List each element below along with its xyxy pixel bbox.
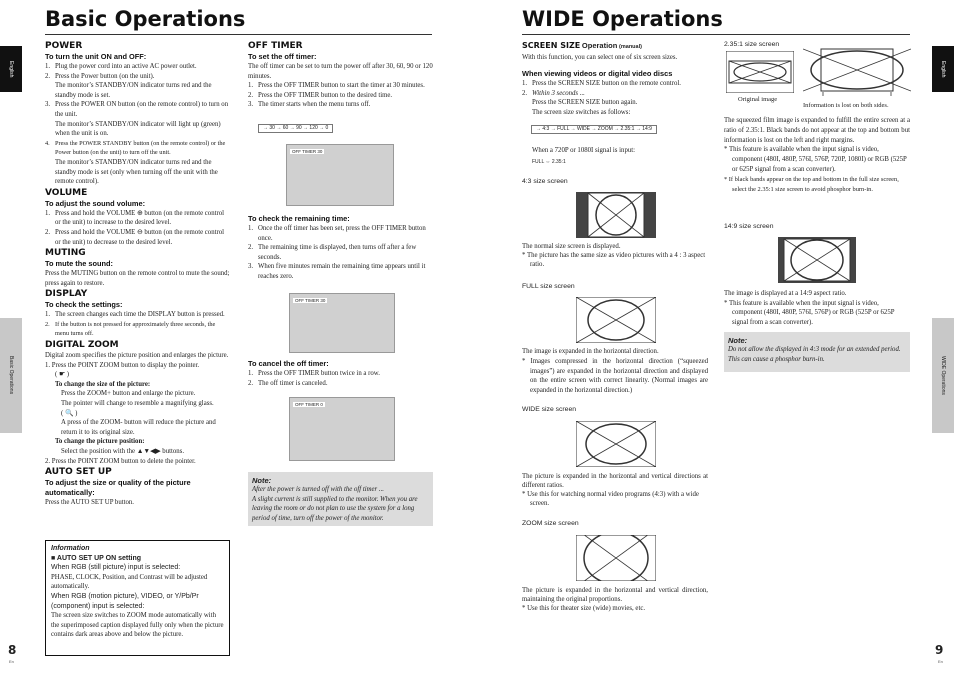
display-heading: DISPLAY (45, 289, 88, 300)
tab-english-right: English (932, 46, 954, 92)
note-text: After the power is turned off with the off timer ... (252, 486, 384, 494)
cancel-section (248, 359, 433, 388)
list-item: 1. Press and hold the VOLUME ⊕ button (on the remote control or the unit) to increase to the desired level. (45, 209, 225, 227)
title-rule (45, 34, 432, 35)
screen-size-intro: With this function, you can select one of six screen sizes. (522, 53, 678, 61)
screen-size-heading2: Operation (581, 41, 618, 50)
list-item: The monitor’s STANDBY/ON indicator will light up (green) when the unit is on. (55, 120, 221, 138)
page-number-right: 9 (935, 643, 944, 657)
signal-text: When a 720P or 1080I signal is input: (532, 147, 636, 154)
digital-zoom-heading: DIGITAL ZOOM (45, 340, 119, 351)
remaining-list (248, 224, 433, 282)
tab-english-left: English (0, 46, 22, 92)
title-rule (522, 34, 910, 35)
display-list (45, 310, 230, 339)
zoom-size-text: Press the ZOOM+ button and enlarge the picture. (61, 390, 196, 398)
original-image-caption: Original image (738, 96, 778, 103)
cancel-sub: To cancel the off timer: (248, 359, 329, 368)
volume-list (45, 209, 230, 247)
off-timer-sub: To set the off timer: (248, 52, 317, 61)
size-zoom-label: ZOOM size screen (522, 520, 579, 527)
size-235-t1: The squeezed film image is expanded to fulfill the entire screen at a ratio of 2.35:1. Black bands do not appear at the top and bottom but information is lost on the left and right margins. (724, 117, 910, 144)
display-sub: To check the settings: (45, 300, 123, 310)
size-wide-label: WIDE size screen (522, 406, 577, 413)
info-title: Information (51, 545, 90, 552)
volume-heading: VOLUME (45, 187, 88, 198)
zoom-position-text: Select the position with the ▲▼◀▶ buttons. (61, 448, 185, 455)
size-43-t2: * The picture has the same size as video pictures with a 4 : 3 aspect ratio. (522, 252, 706, 268)
size-149-t2: * This feature is available when the input signal is video, component (480I, 480P, 576I, 576P) or RGB (525P or 625P signal from a scan converter). (724, 299, 895, 326)
tab-basic-operations: Basic Operations (0, 318, 22, 433)
size-43-t1: The normal size screen is displayed. (522, 243, 621, 250)
list-item: 2. If the button is not pressed for approximately three seconds, the menu turns off. (45, 320, 216, 338)
list-item: 1. Plug the power cord into an active AC power outlet. (45, 63, 197, 70)
size-43-label: 4:3 size screen (522, 178, 568, 185)
size-235-t2: * This feature is available when the input signal is video, component (480I, 480P, 576I, 576P, 720P, 1080I) or RGB (525P or 625P signal from a scan converter). (724, 146, 907, 173)
auto-setup-sub: To adjust the size or quality of the picture automatically: (45, 478, 191, 498)
off-timer-heading: OFF TIMER (248, 41, 303, 51)
off-timer-osd: OFF TIMER 30 (295, 298, 326, 303)
remaining-sub: To check the remaining time: (248, 214, 350, 223)
list-item: 2. Within 3 seconds ... (522, 89, 585, 97)
digital-zoom-intro: Digital zoom specifies the picture position and enlarges the picture. (45, 352, 229, 360)
screen-size-flow: → 4:3 → FULL → WIDE → ZOOM → 2.35:1 → 14:9 (531, 125, 657, 134)
info-line: When RGB (motion picture), VIDEO, or Y/Pb/Pr (component) input is selected: (51, 592, 199, 610)
muting-heading: MUTING (45, 248, 86, 259)
zoom-size-text: A press of the ZOOM- button will reduce the picture and return it to its original size. (61, 419, 216, 436)
remaining-time-section (248, 214, 433, 282)
list-item: 1. Press the OFF TIMER button twice in a row. (248, 370, 380, 377)
screen-size-heading: SCREEN SIZE (522, 41, 581, 50)
auto-setup-heading: AUTO SET UP (45, 467, 112, 478)
off-timer-intro: The off timer can be set to turn the power off after 30, 60, 90 or 120 minutes. (248, 63, 433, 80)
muting-text: Press the MUTING button on the remote control to mute the sound; press again to restore. (45, 270, 230, 287)
zoom-size-sub: To change the size of the picture: (55, 380, 151, 388)
off-timer-list (248, 81, 433, 110)
list-item: 2. Press and hold the VOLUME ⊖ button (on the remote control or the unit) to decrease to the desired level. (45, 228, 225, 246)
left-column-1 (45, 40, 230, 508)
size-149-text (724, 289, 910, 327)
info-line: PHASE, CLOCK, Position, and Contrast will be adjusted automatically. (51, 573, 208, 591)
screen-size-list (522, 79, 707, 98)
list-item: 2. The remaining time is displayed, then turns off after a few seconds. (248, 244, 417, 261)
cancel-list (248, 369, 433, 388)
pointer-icon: ( ☛ ) (55, 371, 70, 379)
power-heading: POWER (45, 41, 83, 51)
screen-size-heading-row (522, 40, 707, 53)
screen-size-text: Press the SCREEN SIZE button again. (532, 99, 638, 107)
list-item: The monitor’s STANDBY/ON indicator turns red and the standby mode is set (only when turning off the unit with the remote control). (55, 158, 218, 186)
note-title: Note: (728, 336, 748, 345)
digital-zoom-step2: 2. Press the POINT ZOOM button to delete the pointer. (45, 457, 196, 465)
remaining-screen (289, 293, 395, 353)
note-text: A slight current is still supplied to the monitor. When you are leaving the room or do not plan to use the system for a long period of time, turn off the power of the monitor. (252, 495, 418, 522)
size-full-t1: The image is expanded in the horizontal direction. (522, 348, 659, 355)
zoom-size-text: The pointer will change to resemble a magnifying glass. (61, 400, 214, 408)
note-text: Do not allow the displayed in 4:3 mode for an extended period. This can cause a phosphor burn-in. (728, 346, 901, 363)
pattern-43-image (576, 192, 656, 238)
size-full-label: FULL size screen (522, 283, 575, 290)
signal-note (532, 146, 712, 156)
power-sub: To turn the unit ON and OFF: (45, 52, 147, 61)
pattern-zoom-image (576, 535, 656, 581)
list-item: 2. Press the OFF TIMER button to the desired time. (248, 91, 393, 99)
auto-setup-text: Press the AUTO SET UP button. (45, 499, 134, 507)
list-item: 3. When five minutes remain the remaining time appears until it reaches zero. (248, 263, 426, 280)
size-zoom-text (522, 586, 708, 613)
size-zoom-t2: * Use this for theater size (wide) movies, etc. (522, 605, 646, 612)
note-title: Note: (252, 476, 272, 485)
lang-mark-right: En (938, 659, 943, 664)
size-149-label: 14:9 size screen (724, 223, 774, 230)
size-235-t3: * If black bands appear on the top and bottom in the full size screen, select the 2.35:1 size screen to avoid phosphor burn-in. (724, 175, 899, 193)
size-wide-t2: * Use this for watching normal video programs (4:3) with a wide screen. (522, 491, 699, 507)
size-235-label: 2.35:1 size screen (724, 41, 780, 48)
off-timer-flow: → 30 → 60 → 90 → 120 → 0 (258, 124, 333, 133)
list-item: 1. Once the off timer has been set, press the OFF TIMER button once. (248, 225, 426, 242)
size-zoom-t1: The picture is expanded in the horizontal and vertical direction, maintaining the original proportions. (522, 587, 708, 603)
magnifier-icon: ( 🔍 ) (61, 409, 78, 417)
pattern-235-image (803, 48, 911, 98)
list-item: 2. The off timer is canceled. (248, 379, 328, 387)
info-line: When RGB (still picture) input is selected: (51, 564, 181, 572)
off-timer-osd: OFF TIMER 30 (292, 149, 323, 154)
list-item: 3. Press the POWER ON button (on the remote control) to turn on the unit. (45, 101, 229, 118)
muting-sub: To mute the sound: (45, 259, 114, 269)
list-item: 1. Press the SCREEN SIZE button on the remote control. (522, 80, 681, 88)
off-timer-screen (286, 144, 394, 206)
info-sub: ■ AUTO SET UP ON setting (51, 554, 142, 562)
page-title-wide: WIDE Operations (522, 7, 723, 31)
lang-mark-left: En (9, 659, 14, 664)
zoom-position-sub: To change the picture position: (55, 438, 145, 446)
list-item: 2. Press the Power button (on the unit). (45, 72, 155, 80)
page-title-basic: Basic Operations (45, 7, 246, 31)
size-full-text (522, 347, 708, 396)
right-column-1 (522, 40, 707, 118)
pattern-full-image (576, 297, 656, 343)
digital-zoom-step1: 1. Press the POINT ZOOM button to display the pointer. (45, 361, 200, 369)
left-column-2 (248, 40, 433, 110)
size-149-t1: The image is displayed at a 14:9 aspect ratio. (724, 290, 847, 297)
pattern-original-235-image (726, 51, 794, 93)
power-list (45, 62, 230, 187)
pattern-wide-image (576, 421, 656, 467)
volume-sub: To adjust the sound volume: (45, 198, 146, 208)
list-item: 3. The timer starts when the menu turns off. (248, 101, 371, 109)
cancel-screen (289, 397, 395, 461)
list-item: 1. Press the OFF TIMER button to start the timer at 30 minutes. (248, 82, 425, 90)
screen-size-sub: When viewing videos or digital video discs (522, 69, 673, 79)
size-43-text (522, 242, 708, 269)
left-note-box (248, 472, 433, 526)
size-wide-text (522, 472, 708, 508)
screen-size-text: The screen size switches as follows: (532, 108, 631, 116)
page-number-left: 8 (8, 643, 17, 657)
pattern-149-image (778, 237, 856, 283)
list-item: The monitor’s STANDBY/ON indicator turns red and the standby mode is set. (55, 82, 212, 99)
size-wide-t1: The picture is expanded in the horizontal and vertical directions at different ratios. (522, 473, 708, 489)
right-note-box (724, 332, 910, 372)
size-235-text (724, 116, 910, 194)
tab-wide-operations: WIDE Operations (932, 318, 954, 433)
list-item: 1. The screen changes each time the DISPLAY button is pressed. (45, 311, 225, 319)
info-line: The screen size switches to ZOOM mode automatically with the superimposed caption displayed fully only when the picture contains dark areas above and below the picture. (51, 612, 224, 639)
screen-size-heading3: (manual) (619, 44, 642, 50)
off-timer-osd: OFF TIMER 0 (295, 402, 323, 407)
information-box (45, 540, 230, 656)
full-235-flow: FULL ⇔ 2.35:1 (532, 159, 566, 165)
list-item: 4. Press the POWER STANDBY button (on the remote control) or the Power button (on the unit) to turn off the unit. (45, 139, 226, 157)
size-full-t2: * Images compressed in the horizontal direction (“squeezed images”) are expanded in the horizontal direction and displayed on the entire screen with correct linearity. (Normal images are expanded in the horizontal direction.) (522, 357, 708, 395)
info-lost-caption: Information is lost on both sides. (803, 102, 889, 109)
